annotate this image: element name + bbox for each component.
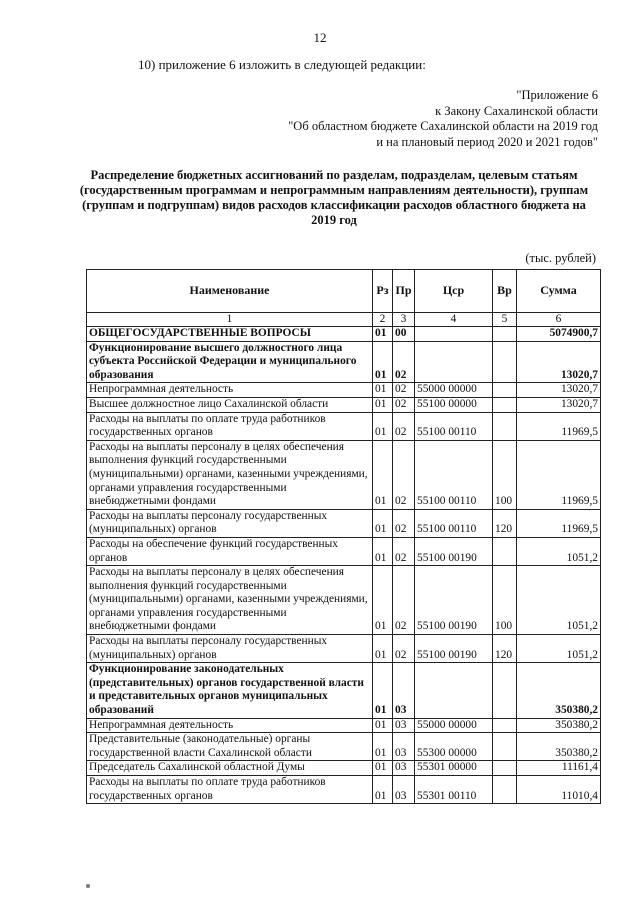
row-sum: 11969,5 <box>517 412 601 440</box>
row-csr: 55100 00110 <box>415 412 493 440</box>
row-vr <box>493 383 517 398</box>
page-number: 12 <box>313 30 327 45</box>
row-rz: 01 <box>373 733 393 761</box>
col-number: 3 <box>393 313 415 327</box>
row-pr: 03 <box>393 733 415 761</box>
row-name: Расходы на выплаты персоналу в целях обеспечения выполнения функций государственными (муниципальными) органами, казенными учреждениями, органами управления государственными внебюджетными фондами <box>87 440 373 509</box>
row-vr <box>493 412 517 440</box>
row-pr: 03 <box>393 718 415 733</box>
row-name: Расходы на обеспечение функций государственных органов <box>87 537 373 565</box>
row-sum: 350380,2 <box>517 663 601 718</box>
row-rz: 01 <box>373 440 393 509</box>
row-name: ОБЩЕГОСУДАРСТВЕННЫЕ ВОПРОСЫ <box>87 327 373 342</box>
header-sum: Сумма <box>517 270 601 313</box>
row-name: Расходы на выплаты персоналу в целях обеспечения выполнения функций государственными (муниципальными) органами, казенными учреждениями, органами управления государственными внебюджетными фондами <box>87 566 373 635</box>
row-vr: 100 <box>493 566 517 635</box>
row-vr <box>493 327 517 342</box>
table-row <box>87 733 601 761</box>
row-sum: 350380,2 <box>517 733 601 761</box>
row-sum: 1051,2 <box>517 635 601 663</box>
table-row <box>87 635 601 663</box>
header-rz: Рз <box>373 270 393 313</box>
table-body <box>87 313 601 804</box>
row-name: Функционирование законодательных (представительных) органов государственной власти и представительных органов муниципальных образований <box>87 663 373 718</box>
row-name: Непрограммная деятельность <box>87 718 373 733</box>
row-name: Непрограммная деятельность <box>87 383 373 398</box>
row-pr: 03 <box>393 663 415 718</box>
row-csr <box>415 327 493 342</box>
row-rz: 01 <box>373 509 393 537</box>
intro-text: 10) приложение 6 изложить в следующей редакции: <box>138 57 426 72</box>
row-vr <box>493 718 517 733</box>
row-csr: 55100 00190 <box>415 635 493 663</box>
row-csr: 55000 00000 <box>415 718 493 733</box>
row-vr <box>493 537 517 565</box>
row-csr: 55100 00190 <box>415 566 493 635</box>
row-csr: 55301 00110 <box>415 776 493 804</box>
col-number: 4 <box>415 313 493 327</box>
col-number: 2 <box>373 313 393 327</box>
row-rz: 01 <box>373 383 393 398</box>
row-sum: 350380,2 <box>517 718 601 733</box>
row-rz: 01 <box>373 537 393 565</box>
row-vr <box>493 776 517 804</box>
table-row <box>87 663 601 718</box>
row-csr <box>415 663 493 718</box>
table-row <box>87 718 601 733</box>
row-pr: 02 <box>393 537 415 565</box>
row-name: Расходы на выплаты персоналу государственных (муниципальных) органов <box>87 509 373 537</box>
row-pr: 02 <box>393 341 415 383</box>
row-pr: 02 <box>393 397 415 412</box>
row-rz: 01 <box>373 397 393 412</box>
table-row <box>87 327 601 342</box>
row-name: Председатель Сахалинской областной Думы <box>87 761 373 776</box>
row-name: Высшее должностное лицо Сахалинской области <box>87 397 373 412</box>
table-row <box>87 509 601 537</box>
row-pr: 02 <box>393 440 415 509</box>
row-vr <box>493 733 517 761</box>
row-vr <box>493 341 517 383</box>
row-sum: 13020,7 <box>517 383 601 398</box>
row-pr: 03 <box>393 761 415 776</box>
row-vr <box>493 397 517 412</box>
table-row <box>87 537 601 565</box>
row-sum: 11969,5 <box>517 440 601 509</box>
header-vr: Вр <box>493 270 517 313</box>
row-sum: 13020,7 <box>517 341 601 383</box>
row-name: Расходы на выплаты персоналу государственных (муниципальных) органов <box>87 635 373 663</box>
header-pr: Пр <box>393 270 415 313</box>
row-rz: 01 <box>373 761 393 776</box>
row-rz: 01 <box>373 412 393 440</box>
row-pr: 02 <box>393 412 415 440</box>
appendix-header <box>288 88 598 150</box>
col-number: 5 <box>493 313 517 327</box>
row-vr <box>493 761 517 776</box>
table-row <box>87 383 601 398</box>
table-row <box>87 566 601 635</box>
row-name: Функционирование высшего должностного лица субъекта Российской Федерации и муниципального образования <box>87 341 373 383</box>
col-number: 6 <box>517 313 601 327</box>
appendix-line-3: "Об областном бюджете Сахалинской области на 2019 год <box>288 119 598 133</box>
table-row <box>87 776 601 804</box>
row-sum: 1051,2 <box>517 537 601 565</box>
table-row <box>87 341 601 383</box>
header-csr: Цср <box>415 270 493 313</box>
appendix-line-1: "Приложение 6 <box>516 88 598 102</box>
table-row <box>87 440 601 509</box>
row-pr: 02 <box>393 635 415 663</box>
row-rz: 01 <box>373 663 393 718</box>
table-row <box>87 412 601 440</box>
row-vr <box>493 663 517 718</box>
row-csr: 55100 00000 <box>415 397 493 412</box>
table-row <box>87 761 601 776</box>
row-csr <box>415 341 493 383</box>
row-rz: 01 <box>373 327 393 342</box>
row-name: Расходы на выплаты по оплате труда работников государственных органов <box>87 412 373 440</box>
row-name: Расходы на выплаты по оплате труда работников государственных органов <box>87 776 373 804</box>
row-vr: 120 <box>493 635 517 663</box>
row-vr: 120 <box>493 509 517 537</box>
row-sum: 11161,4 <box>517 761 601 776</box>
scan-mark-dot <box>86 884 90 888</box>
appendix-line-2: к Закону Сахалинской области <box>435 103 598 118</box>
col-number: 1 <box>87 313 373 327</box>
document-title: Распределение бюджетных ассигнований по разделам, подразделам, целевым статьям (государственным программам и непрограммным направлениям деятельности), группам (группам и подгруппам) видов расходов классификации расходов областного бюджета на 2019 год <box>79 168 589 227</box>
budget-table <box>86 269 601 804</box>
row-csr: 55100 00110 <box>415 440 493 509</box>
row-pr: 02 <box>393 509 415 537</box>
row-sum: 1051,2 <box>517 566 601 635</box>
row-rz: 01 <box>373 718 393 733</box>
row-csr: 55100 00190 <box>415 537 493 565</box>
row-pr: 02 <box>393 566 415 635</box>
row-sum: 11969,5 <box>517 509 601 537</box>
row-sum: 5074900,7 <box>517 327 601 342</box>
row-rz: 01 <box>373 341 393 383</box>
row-pr: 03 <box>393 776 415 804</box>
column-number-row <box>87 313 601 327</box>
row-csr: 55300 00000 <box>415 733 493 761</box>
row-csr: 55301 00000 <box>415 761 493 776</box>
table-row <box>87 397 601 412</box>
row-sum: 11010,4 <box>517 776 601 804</box>
row-csr: 55100 00110 <box>415 509 493 537</box>
row-rz: 01 <box>373 635 393 663</box>
row-rz: 01 <box>373 566 393 635</box>
row-pr: 00 <box>393 327 415 342</box>
appendix-line-4: и на плановый период 2020 и 2021 годов" <box>376 134 598 149</box>
row-sum: 13020,7 <box>517 397 601 412</box>
units-label: (тыс. рублей) <box>525 251 596 265</box>
row-csr: 55000 00000 <box>415 383 493 398</box>
header-name: Наименование <box>87 270 373 313</box>
table-header-row <box>87 270 601 313</box>
row-vr: 100 <box>493 440 517 509</box>
row-pr: 02 <box>393 383 415 398</box>
row-name: Представительные (законодательные) органы государственной власти Сахалинской области <box>87 733 373 761</box>
row-rz: 01 <box>373 776 393 804</box>
